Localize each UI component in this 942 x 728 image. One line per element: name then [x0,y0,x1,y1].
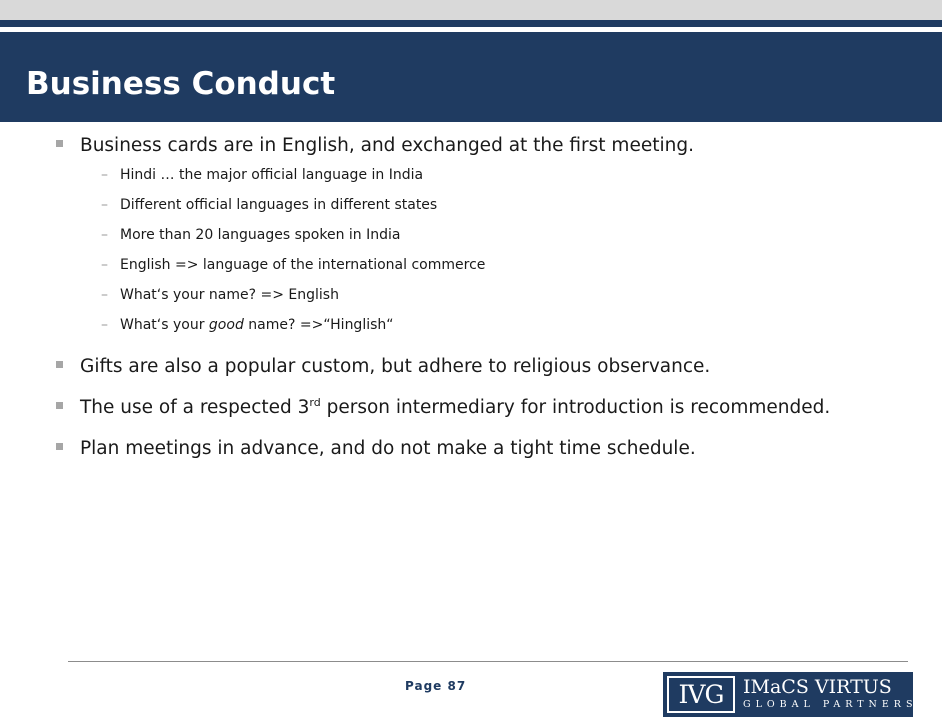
bullet-text-after: person intermediary for introduction is recommended. [320,397,831,418]
page-number: Page 87 [405,679,467,693]
top-navy-rule [0,20,942,27]
dash-bullet-icon: – [101,197,108,213]
sub-bullet-text-after: name? =>“Hinglish“ [243,317,394,333]
sub-bullet-text: More than 20 languages spoken in India [120,227,401,243]
square-bullet-icon [56,140,63,147]
sub-bullet-emphasis: good [208,317,244,333]
company-logo [663,672,918,717]
footer-divider [68,661,908,662]
sub-bullet-item [101,315,394,335]
logo-subtitle: GLOBAL PARTNERS [743,699,918,710]
logo-text [743,677,917,712]
sub-bullet-item [101,165,423,185]
sub-bullet-text-before: What‘s your [120,317,209,333]
top-gray-band [0,0,942,20]
bullet-item [56,134,694,158]
square-bullet-icon [56,402,63,409]
dash-bullet-icon: – [101,317,108,333]
dash-bullet-icon: – [101,167,108,183]
sub-bullet-text [120,315,394,335]
bullet-text-before: The use of a respected 3 [80,397,310,418]
dash-bullet-icon: – [101,287,108,303]
square-bullet-icon [56,361,63,368]
dash-bullet-icon: – [101,227,108,243]
bullet-text: Gifts are also a popular custom, but adhere to religious observance. [80,356,711,377]
logo-mark: IVG [667,676,735,713]
sub-bullet-item [101,285,339,305]
bullet-text: Plan meetings in advance, and do not make a tight time schedule. [80,438,696,459]
square-bullet-icon [56,443,63,450]
logo-name: IMaCS VIRTUS [743,676,892,698]
dash-bullet-icon: – [101,257,108,273]
sub-bullet-text: English => language of the international commerce [120,257,486,273]
bullet-text [80,396,830,420]
sub-bullet-item [101,255,485,275]
sub-bullet-text: Hindi … the major official language in India [120,167,424,183]
bullet-item [56,437,696,461]
sub-bullet-text: Different official languages in different states [120,197,438,213]
sub-bullet-text: What‘s your name? => English [120,287,339,303]
bullet-item [56,355,710,379]
bullet-text: Business cards are in English, and exchanged at the first meeting. [80,135,694,156]
bullet-item [56,396,830,420]
ordinal-superscript: rd [309,395,321,409]
sub-bullet-item [101,195,437,215]
sub-bullet-item [101,225,400,245]
slide-title: Business Conduct [26,66,336,102]
